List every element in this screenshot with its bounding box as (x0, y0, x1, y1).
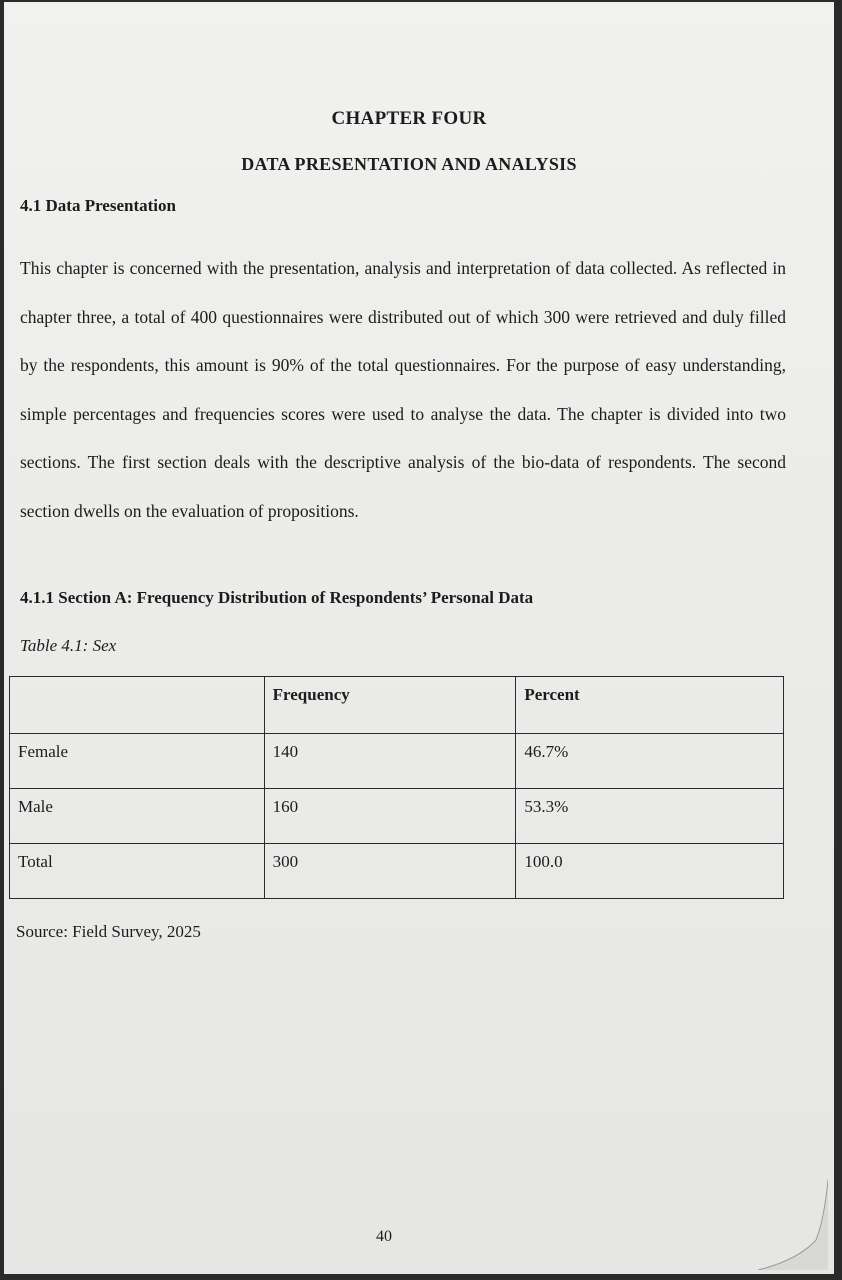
table-header-cell (10, 677, 265, 734)
table-cell: 300 (264, 844, 516, 899)
table-header-row (10, 677, 784, 734)
document-page (4, 2, 834, 1274)
chapter-title: CHAPTER FOUR (331, 108, 487, 129)
table-cell: Female (10, 734, 265, 789)
table-cell: 160 (264, 789, 516, 844)
frequency-table (9, 676, 784, 899)
table-header-cell: Percent (516, 677, 784, 734)
table-row (10, 734, 784, 789)
table-header-cell: Frequency (264, 677, 516, 734)
chapter-subtitle: DATA PRESENTATION AND ANALYSIS (241, 154, 577, 174)
table-cell: Total (10, 844, 265, 899)
source-note: Source: Field Survey, 2025 (16, 922, 201, 941)
page-curl-decoration (758, 1180, 828, 1270)
page-number: 40 (376, 1228, 392, 1245)
table-cell: 46.7% (516, 734, 784, 789)
section-heading: 4.1 Data Presentation (20, 196, 176, 215)
body-paragraph: This chapter is concerned with the presentation, analysis and interpretation of data collected. As reflected in chapter three, a total of 400 questionnaires were distributed out of which 300 were retrieved and duly filled by the respondents, this amount is 90% of the total questionnaires. For the purpose of easy understanding, simple percentages and frequencies scores were used to analyse the data. The chapter is divided into two sections. The first section deals with the descriptive analysis of the bio-data of respondents. The second section dwells on the evaluation of propositions. (20, 258, 786, 521)
table-cell: 53.3% (516, 789, 784, 844)
table-row (10, 789, 784, 844)
table-cell: 140 (264, 734, 516, 789)
table-cell: 100.0 (516, 844, 784, 899)
table-cell: Male (10, 789, 265, 844)
table-caption: Table 4.1: Sex (20, 636, 117, 655)
table-row (10, 844, 784, 899)
subsection-heading: 4.1.1 Section A: Frequency Distribution of Respondents’ Personal Data (20, 588, 534, 607)
